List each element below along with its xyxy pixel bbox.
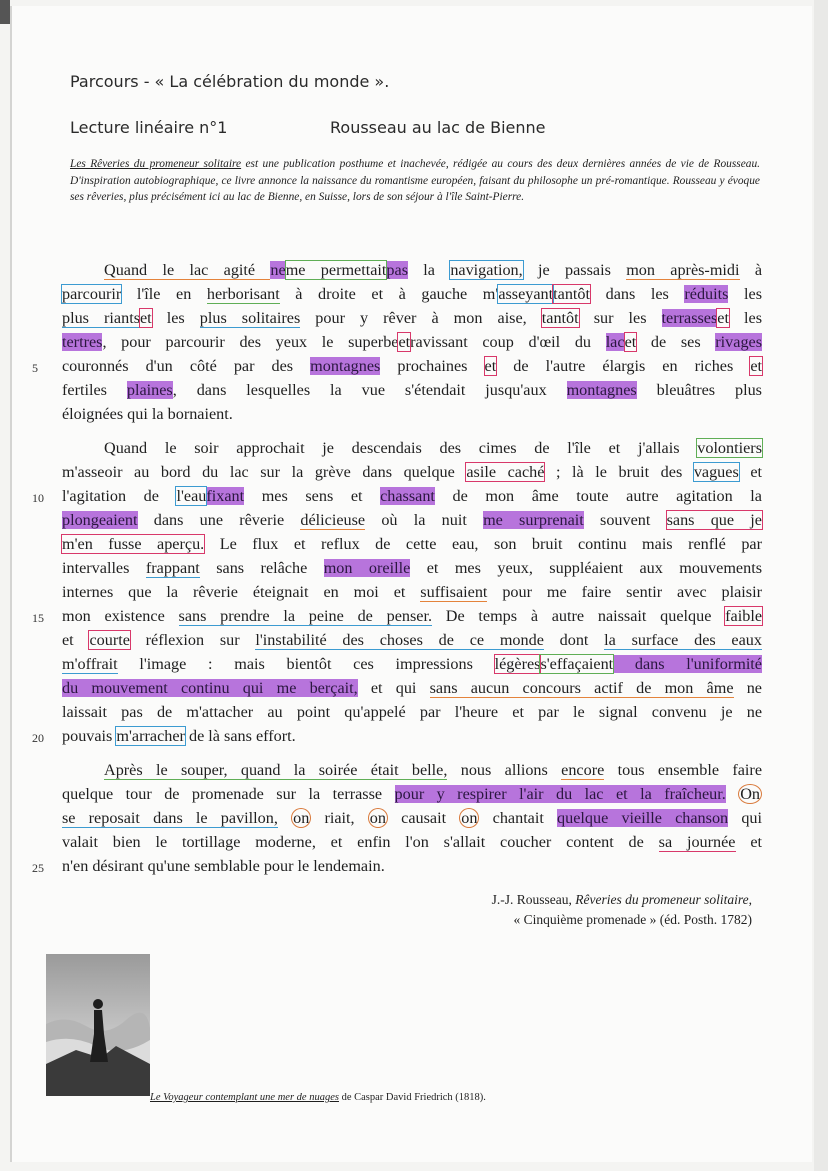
- text-line: [62, 402, 762, 426]
- boxed-word: et: [717, 309, 729, 327]
- scan-corner: [0, 0, 10, 24]
- text-span: et: [738, 463, 763, 481]
- text-span: intervalles: [62, 559, 146, 577]
- text-span: l'image : mais bientôt ces impressions: [117, 655, 495, 673]
- highlight: plongeaient: [62, 511, 138, 529]
- text-span: qui: [728, 809, 763, 827]
- intro-book-title: Les Rêveries du promeneur solitaire: [70, 158, 242, 170]
- text-line: [62, 378, 762, 402]
- circled-word: on: [293, 809, 310, 827]
- highlight: me surprenait: [483, 511, 584, 529]
- line-number: 20: [32, 731, 44, 745]
- text-span: quelque tour de promenade sur la terrasse: [62, 785, 395, 803]
- text-span: et qui: [357, 679, 430, 697]
- citation-author: J.-J. Rousseau,: [491, 892, 576, 907]
- highlight: mon oreille: [323, 559, 411, 577]
- text-span: [726, 785, 738, 803]
- text-span: fertiles: [62, 381, 127, 399]
- text-line: [62, 532, 762, 556]
- text-span: chantait: [479, 809, 558, 827]
- underlined: herborisant: [206, 285, 280, 303]
- circled-word: On: [740, 785, 761, 803]
- painting-caption: [150, 1092, 486, 1103]
- highlight: quelque vieille chanson: [557, 809, 729, 827]
- highlight: plaines: [126, 381, 173, 399]
- highlight: rivages: [715, 333, 763, 351]
- scan-edge: [814, 0, 828, 1171]
- text-line: [32, 724, 762, 748]
- citation: [492, 890, 752, 930]
- text-span: Quand le soir approchait je descendais des cimes de l'île et j'allais: [104, 439, 698, 457]
- boxed-word: tantôt: [541, 309, 579, 327]
- text-span: à droite et à gauche m': [279, 285, 499, 303]
- text-line: [62, 580, 762, 604]
- highlight: pas: [386, 261, 408, 279]
- boxed-word: parcourir: [62, 285, 122, 303]
- underlined: suffisaient: [420, 583, 488, 601]
- text-span: où la nuit: [365, 511, 484, 529]
- text-line: [62, 306, 762, 330]
- subject-title: Rousseau au lac de Bienne: [330, 118, 546, 137]
- boxed-word: l'eau: [176, 487, 207, 505]
- text-span: nous allions: [447, 761, 562, 779]
- text-span: [278, 809, 291, 827]
- highlight: fixant: [206, 487, 245, 505]
- caption-title: Le Voyageur contemplant une mer de nuages: [150, 1092, 339, 1103]
- document-page: [10, 6, 812, 1162]
- paragraph-3: [32, 758, 763, 878]
- text-line: [62, 758, 762, 782]
- highlight: lac: [605, 333, 625, 351]
- intro-text: est une publication posthume et inachevée, rédigée au cours des deux dernières années de vie de Rousseau. D'inspiration autobiographique, ce livre annonce la naissance du romantisme européen, faisant du philosophe un pré-romantique. Rousseau y évoque ses rêveries, plus précisément ici au lac de Bienne, en Suisse, lors de son séjour à l'île Saint-Pierre.: [70, 158, 760, 203]
- boxed-word: vagues: [693, 463, 739, 481]
- boxed-word: volontiers: [697, 439, 762, 457]
- paragraph-2: [32, 436, 763, 748]
- text-line: [32, 354, 763, 378]
- text-span: dans les: [590, 285, 685, 303]
- text-span: ravissant coup d'œil du: [410, 333, 606, 351]
- underlined: plus riants: [62, 309, 140, 327]
- text-span: la: [408, 261, 451, 279]
- text-span: laissait pas de m'attacher au point qu'appelé par l'heure et par le signal convenu je ne: [62, 703, 762, 721]
- highlight: pour y respirer l'air du lac et la fraîcheur.: [394, 785, 726, 803]
- text-span: pouvais: [62, 727, 117, 745]
- boxed-word: et: [624, 333, 637, 351]
- intro-paragraph: [70, 156, 760, 206]
- text-span: pour me faire sentir avec plaisir: [487, 583, 762, 601]
- underlined: frappant: [145, 559, 200, 577]
- lecture-title: Lecture linéaire n°1: [70, 118, 228, 137]
- text-line: [62, 282, 762, 306]
- highlight: réduits: [684, 285, 729, 303]
- text-line: [62, 830, 762, 854]
- text-line: [62, 330, 762, 354]
- text-span: de l'autre élargis en riches: [496, 357, 751, 375]
- text-span: je passais: [522, 261, 627, 279]
- underlined: sans aucun concours actif de mon âme: [429, 679, 734, 697]
- text-span: valait bien le tortillage moderne, et enfin l'on s'allait coucher content de: [62, 833, 659, 851]
- text-span: de mon âme toute autre agitation la: [434, 487, 762, 505]
- line-number: 25: [32, 861, 44, 875]
- text-span: m'asseoir au bord du lac sur la grève dans quelque: [62, 463, 467, 481]
- text-span: dans une rêverie: [137, 511, 301, 529]
- line-number: 5: [32, 361, 38, 375]
- underlined: Après le souper, quand la soirée était belle,: [104, 761, 448, 779]
- highlight: ne: [270, 261, 286, 279]
- line-number: 15: [32, 611, 44, 625]
- text-line: [62, 628, 762, 652]
- boxed-word: me permettait: [285, 261, 387, 279]
- highlight: montagnes: [310, 357, 381, 375]
- text-span: les: [728, 309, 762, 327]
- text-span: l'île en: [121, 285, 207, 303]
- text-span: les: [151, 309, 200, 327]
- boxed-word: m'en fusse aperçu.: [62, 535, 205, 553]
- underlined: mon après-midi: [626, 261, 740, 279]
- text-span: n'en désirant qu'une semblable pour le lendemain.: [62, 857, 385, 875]
- boxed-word: m'arracher: [116, 727, 185, 745]
- text-span: ne: [733, 679, 762, 697]
- caption-text: de Caspar David Friedrich (1818).: [338, 1092, 486, 1103]
- boxed-word: tantôt: [553, 285, 591, 303]
- boxed-word: et: [750, 357, 763, 375]
- text-line: [32, 854, 762, 878]
- boxed-word: courte: [89, 631, 130, 649]
- line-number: 10: [32, 491, 44, 505]
- text-span: Le flux et reflux de cette eau, son bruit continu mais renflé par: [204, 535, 763, 553]
- boxed-word: asseyant: [498, 285, 554, 303]
- text-span: sur les: [578, 309, 662, 327]
- text-span: riait,: [311, 809, 368, 827]
- boxed-word: et: [398, 333, 411, 351]
- highlight: montagnes: [566, 381, 637, 399]
- boxed-word: et: [484, 357, 497, 375]
- text-line: [32, 484, 762, 508]
- boxed-word: sans que je: [666, 511, 762, 529]
- text-line: [62, 460, 762, 484]
- text-span: pour y rêver à mon aise,: [300, 309, 542, 327]
- text-span: De temps à autre naissait quelque: [432, 607, 726, 625]
- text-span: éloignées qui la bornaient.: [62, 405, 233, 423]
- text-line: [62, 652, 762, 676]
- text-span: prochaines: [380, 357, 485, 375]
- text-span: bleuâtres plus: [636, 381, 762, 399]
- text-line: [62, 676, 762, 700]
- underlined: m'offrait: [62, 655, 118, 673]
- text-span: , pour parcourir des yeux le superbe: [102, 333, 399, 351]
- text-span: et: [62, 631, 90, 649]
- text-line: [62, 556, 762, 580]
- parcours-title: Parcours - « La célébration du monde ».: [70, 72, 390, 91]
- text-span: couronnés d'un côté par des: [62, 357, 311, 375]
- boxed-word: s'effaçaient: [540, 655, 614, 673]
- underlined: se reposait dans le pavillon,: [62, 809, 278, 827]
- citation-line-1: [492, 890, 752, 910]
- highlight: terrasses: [661, 309, 718, 327]
- text-line: [62, 700, 762, 724]
- text-span: ; là le bruit des: [544, 463, 694, 481]
- highlight: dans l'uniformité: [613, 655, 762, 673]
- circled-word: on: [369, 809, 386, 827]
- main-text: [32, 258, 763, 878]
- text-line: [62, 782, 762, 806]
- text-span: l'agitation de: [62, 487, 177, 505]
- underlined: plus solitaires: [199, 309, 301, 327]
- text-span: mon existence: [62, 607, 179, 625]
- text-span: causait: [387, 809, 460, 827]
- boxed-word: légères: [494, 655, 541, 673]
- text-span: , dans lesquelles la vue s'étendait jusqu'aux: [172, 381, 567, 399]
- text-span: Quand le lac agité: [104, 261, 271, 279]
- text-span: et: [735, 833, 762, 851]
- underlined: sans prendre la peine de penser.: [178, 607, 433, 625]
- text-span: dont: [543, 631, 605, 649]
- text-span: les: [728, 285, 763, 303]
- underlined: la surface des eaux: [604, 631, 762, 649]
- text-span: à: [739, 261, 763, 279]
- text-span: de ses: [636, 333, 716, 351]
- underlined: l'instabilité des choses de ce monde: [255, 631, 544, 649]
- wanderer-painting-icon: [46, 954, 150, 1096]
- text-span: et mes yeux, suppléaient aux mouvements: [410, 559, 762, 577]
- text-line: [32, 604, 763, 628]
- painting-image: [46, 954, 150, 1096]
- underlined: sa journée: [658, 833, 736, 851]
- citation-work: Rêveries du promeneur solitaire: [575, 892, 749, 907]
- circled-word: on: [461, 809, 478, 827]
- text-line: [62, 508, 762, 532]
- boxed-word: faible: [725, 607, 763, 625]
- text-span: souvent: [583, 511, 667, 529]
- citation-line-2: « Cinquième promenade » (éd. Posth. 1782): [513, 912, 752, 927]
- boxed-word: asile caché: [466, 463, 545, 481]
- paragraph-1: [32, 258, 763, 426]
- text-span: tous ensemble faire: [604, 761, 763, 779]
- citation-punct: ,: [748, 892, 752, 907]
- text-line: [62, 436, 762, 460]
- text-span: sans relâche: [199, 559, 324, 577]
- text-span: mes sens et: [244, 487, 381, 505]
- highlight: du mouvement continu qui me berçait,: [62, 679, 358, 697]
- text-line: [62, 806, 762, 830]
- text-span: internes que la rêverie éteignait en moi et: [62, 583, 421, 601]
- highlight: chassant: [380, 487, 435, 505]
- text-span: réflexion sur: [129, 631, 256, 649]
- highlight: tertres: [62, 333, 103, 351]
- text-span: de là sans effort.: [184, 727, 296, 745]
- underlined: encore: [561, 761, 605, 779]
- text-line: [62, 258, 762, 282]
- boxed-word: navigation,: [450, 261, 523, 279]
- boxed-word: et: [140, 309, 152, 327]
- underlined: délicieuse: [300, 511, 366, 529]
